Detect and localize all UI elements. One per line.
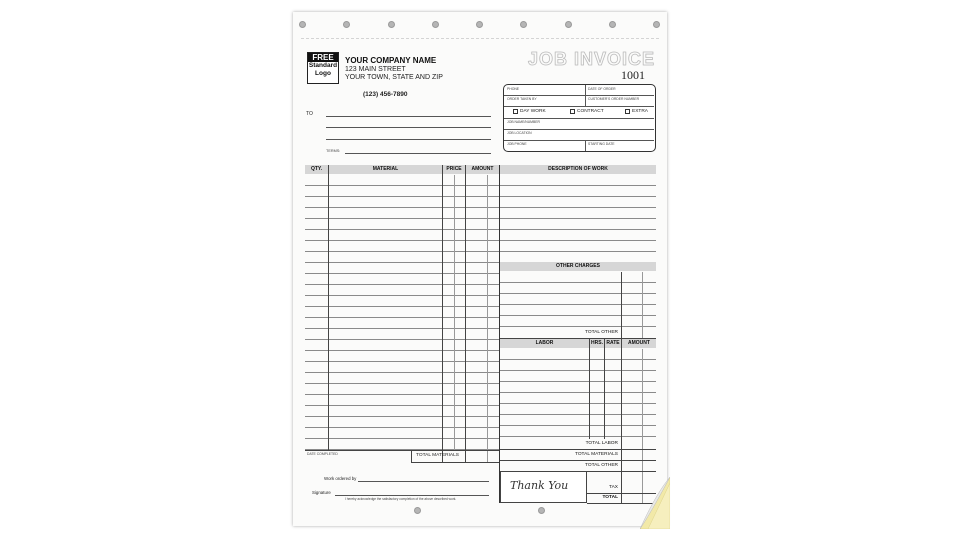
total-other-label: TOTAL OTHER [585, 330, 618, 335]
col-divider [454, 175, 455, 450]
punch-hole [565, 21, 572, 28]
divider [504, 140, 654, 141]
customer-order-number-label: CUSTOMER'S ORDER NUMBER [588, 97, 640, 101]
company-name: YOUR COMPANY NAME [345, 56, 437, 65]
logo-free-badge: FREE [308, 53, 338, 62]
price-header: PRICE [443, 165, 465, 174]
signature-label: Signature [312, 490, 331, 495]
col-divider [604, 339, 605, 439]
labor-amount-header: AMOUNT [622, 339, 656, 348]
form-title: JOB INVOICE [527, 49, 655, 69]
terms-line[interactable] [345, 153, 491, 154]
col-divider [328, 165, 329, 450]
punch-hole [299, 21, 306, 28]
company-city: YOUR TOWN, STATE AND ZIP [345, 74, 443, 81]
standard-logo [307, 52, 339, 84]
date-of-order-label: DATE OF ORDER [588, 87, 616, 91]
to-line[interactable] [326, 116, 491, 117]
hrs-header: HRS. [591, 340, 603, 346]
date-completed-label: DATE COMPLETED [307, 452, 338, 456]
qty-header: QTY. [305, 165, 328, 174]
acknowledgement-text: I hereby acknowledge the satisfactory completion of the above described work. [345, 497, 457, 501]
perforation-line [301, 38, 659, 39]
divider [504, 95, 654, 96]
col-divider [442, 165, 443, 462]
punch-hole [538, 507, 545, 514]
total-materials-label: TOTAL MATERIALS [416, 453, 460, 458]
amount-header: AMOUNT [466, 165, 499, 174]
work-ordered-by-line[interactable] [358, 481, 489, 482]
col-divider [621, 339, 622, 503]
company-street: 123 MAIN STREET [345, 66, 406, 73]
day-work-label: DAY WORK [520, 109, 546, 114]
extra-label: EXTRA [632, 109, 648, 114]
tax-label: TAX [609, 485, 618, 490]
divider [504, 118, 654, 119]
col-divider [465, 165, 466, 462]
col-divider [621, 272, 622, 339]
divider [504, 129, 654, 130]
punch-hole [414, 507, 421, 514]
totals-materials-label: TOTAL MATERIALS [574, 452, 618, 457]
terms-label: TERMS: [326, 149, 341, 153]
work-ordered-by-label: Work ordered by [324, 476, 357, 481]
punch-hole [476, 21, 483, 28]
col-divider [642, 272, 643, 339]
divider [305, 450, 499, 451]
signature-line[interactable] [335, 495, 489, 496]
other-charges-rows[interactable] [500, 272, 656, 328]
logo-line-1: Standard [308, 62, 338, 69]
to-line[interactable] [326, 127, 491, 128]
day-work-checkbox[interactable] [513, 109, 518, 114]
order-taken-by-label: ORDER TAKEN BY [507, 97, 537, 101]
punch-hole [388, 21, 395, 28]
job-info-box [503, 84, 656, 152]
punch-hole [432, 21, 439, 28]
description-rows[interactable] [500, 175, 656, 263]
company-phone: (123) 456-7890 [363, 91, 408, 98]
starting-date-label: STARTING DATE [588, 142, 615, 146]
material-header: MATERIAL [329, 165, 442, 174]
divider [411, 450, 412, 462]
divider [585, 140, 586, 151]
other-charges-header: OTHER CHARGES [500, 262, 656, 271]
phone-field-label: PHONE [507, 87, 520, 91]
invoice-form-sheet [293, 12, 667, 526]
divider [411, 462, 499, 463]
contract-checkbox[interactable] [570, 109, 575, 114]
contract-label: CONTRACT [577, 109, 604, 114]
punch-hole [609, 21, 616, 28]
to-line[interactable] [326, 139, 491, 140]
punch-hole [653, 21, 660, 28]
labor-rows[interactable] [500, 349, 656, 437]
logo-line-2: Logo [315, 69, 331, 77]
labor-header: LABOR [500, 339, 589, 348]
punch-hole [343, 21, 350, 28]
total-label: TOTAL [602, 495, 618, 500]
invoice-number: 1001 [621, 68, 645, 82]
to-label: TO [306, 111, 313, 117]
page-curl-copy-icon [640, 477, 670, 529]
col-divider [589, 339, 590, 439]
divider [504, 106, 654, 107]
totals-other-label: TOTAL OTHER [585, 463, 618, 468]
extra-checkbox[interactable] [625, 109, 630, 114]
divider [500, 460, 656, 461]
col-divider [487, 175, 488, 462]
total-labor-label: TOTAL LABOR [585, 441, 618, 446]
description-header: DESCRIPTION OF WORK [500, 165, 656, 174]
punch-hole [520, 21, 527, 28]
rate-header: RATE [606, 340, 620, 346]
thank-you-script: Thank You [510, 479, 569, 492]
job-phone-label: JOB PHONE [507, 142, 527, 146]
materials-rows[interactable] [305, 175, 499, 450]
job-name-number-label: JOB NAME/NUMBER [507, 120, 540, 124]
divider [500, 449, 656, 450]
job-location-label: JOB LOCATION [507, 131, 532, 135]
